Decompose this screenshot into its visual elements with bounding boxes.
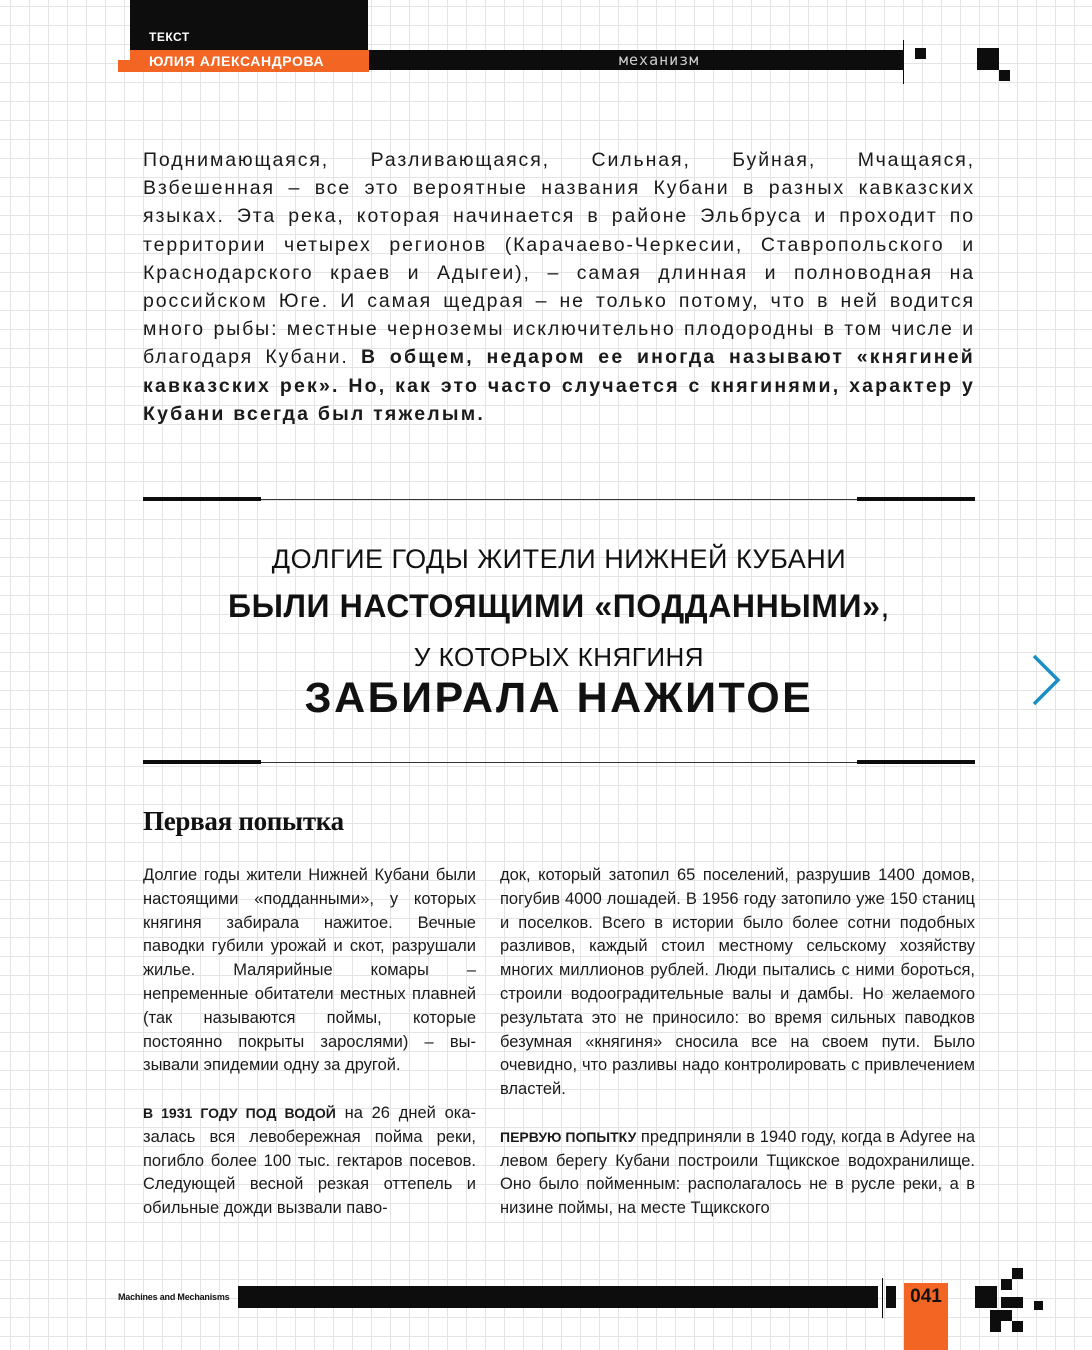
footer-brand: Machines and Mechanisms	[118, 1292, 230, 1302]
intro-bold-text: В общем, недаром ее иногда называют «княгиней кавказских рек». Но, как это часто случается с княгинями, характер у Кубани всегда был тяжелым.	[143, 346, 975, 425]
quote-rule-bottom-left-accent	[143, 760, 261, 764]
chevron-right-icon[interactable]	[1026, 650, 1066, 710]
rubric-bar	[369, 50, 903, 70]
quote-rule-bottom-right-accent	[857, 760, 975, 764]
quote-rule-bottom	[143, 762, 975, 763]
left-paragraph-1: Долгие годы жители Нижней Кубани были настоящими «подданными», у которых княгиня забирала нажитое. Вечные паводки губили урожай и скот, разрушали жилье. Малярийные комары – непременные обитатели местных плавней (так называются поймы, которые постоянно покрыты зарослями) – вызывали эпидемии одну за другой.	[143, 866, 476, 1075]
left-paragraph-2-lead: В 1931 ГОДУ ПОД ВОДОЙ	[143, 1104, 336, 1121]
quote-line-2	[143, 588, 975, 625]
footer-tick	[882, 1278, 883, 1318]
header-accent-square	[118, 60, 130, 72]
intro-text: Поднимающаяся, Разливающаяся, Сильная, Буйная, Мчащаяся, Взбешенная – все это вероятные названия Кубани в разных кавказских языках. Эта река, которая начинается в районе Эльбруса и проходит по территории четырех регионов (Карачаево-Черкесии, Ставропольского и Краснодарского краев и Адыгеи), – самая длинная и полноводная на российском Юге. И самая щедрая – не только потому, что в ней водится много рыбы: местные черноземы исключительно плодородны в том числе и благодаря Кубани.	[143, 149, 975, 369]
byline-label: ТЕКСТ	[149, 30, 190, 44]
right-paragraph-2	[500, 1126, 975, 1221]
quote-line-1: ДОЛГИЕ ГОДЫ ЖИТЕЛИ НИЖНЕЙ КУБАНИ	[271, 544, 847, 574]
right-paragraph-2-lead: ПЕРВУЮ ПОПЫТКУ	[500, 1128, 637, 1145]
quote-line-3: У КОТОРЫХ КНЯГИНЯ	[413, 642, 705, 672]
right-paragraph-2-text: предприняли в 1940 году, когда в Adyгее на левом берегу Кубани построили Тщикское водохранилище. Оно было пойменным: располагалось не в русле реки, а в низине поймы, на месте Тщикского	[500, 1127, 975, 1218]
article-column-left	[143, 864, 476, 1245]
right-paragraph-1: док, который затопил 65 поселений, разрушив 1400 домов, погубив 4000 лошадей. В 1956 году затопило уже 150 станиц и поселков. Всего в истории было более сотни подобных разливов, каждый стоил местному сельскому хозяйству многих миллионов рублей. Люди пытались с ними бороться, строили водооградительные валы и дамбы. Но желаемого результата это не приносило: во время сильных паводков безумная «княгиня» сносила все на своем пути. Было очевидно, что разливы надо контролировать с привлечением властей.	[500, 866, 975, 1099]
section-title: Первая попытка	[143, 806, 344, 836]
left-paragraph-2	[143, 1102, 476, 1221]
quote-rule-top-left-accent	[143, 497, 261, 501]
intro-paragraph	[143, 146, 975, 428]
author-name: ЮЛИЯ АЛЕКСАНДРОВА	[149, 53, 325, 69]
left-paragraph-2-text: на 26 дней оказалась вся левобережная пойма реки, погибло более 100 тыс. гектаров посевов. Следующей весной резкая оттепель и обильные дожди вызвали паво-	[143, 1103, 476, 1218]
quote-line-2-bold: БЫЛИ НАСТОЯЩИМИ «ПОДДАННЫМИ»	[227, 588, 881, 624]
quote-line-2-tail: ,	[880, 588, 891, 624]
footer-bar	[238, 1286, 878, 1308]
quote-rule-top	[143, 499, 975, 500]
author-badge	[130, 50, 369, 72]
quote-line-4: ЗАБИРАЛА НАЖИТОЕ	[304, 674, 814, 722]
footer-bar-end	[886, 1286, 896, 1308]
page-number: 041	[910, 1286, 942, 1307]
article-column-right	[500, 864, 975, 1245]
rubric-label: механизм	[619, 51, 700, 69]
quote-rule-top-right-accent	[857, 497, 975, 501]
